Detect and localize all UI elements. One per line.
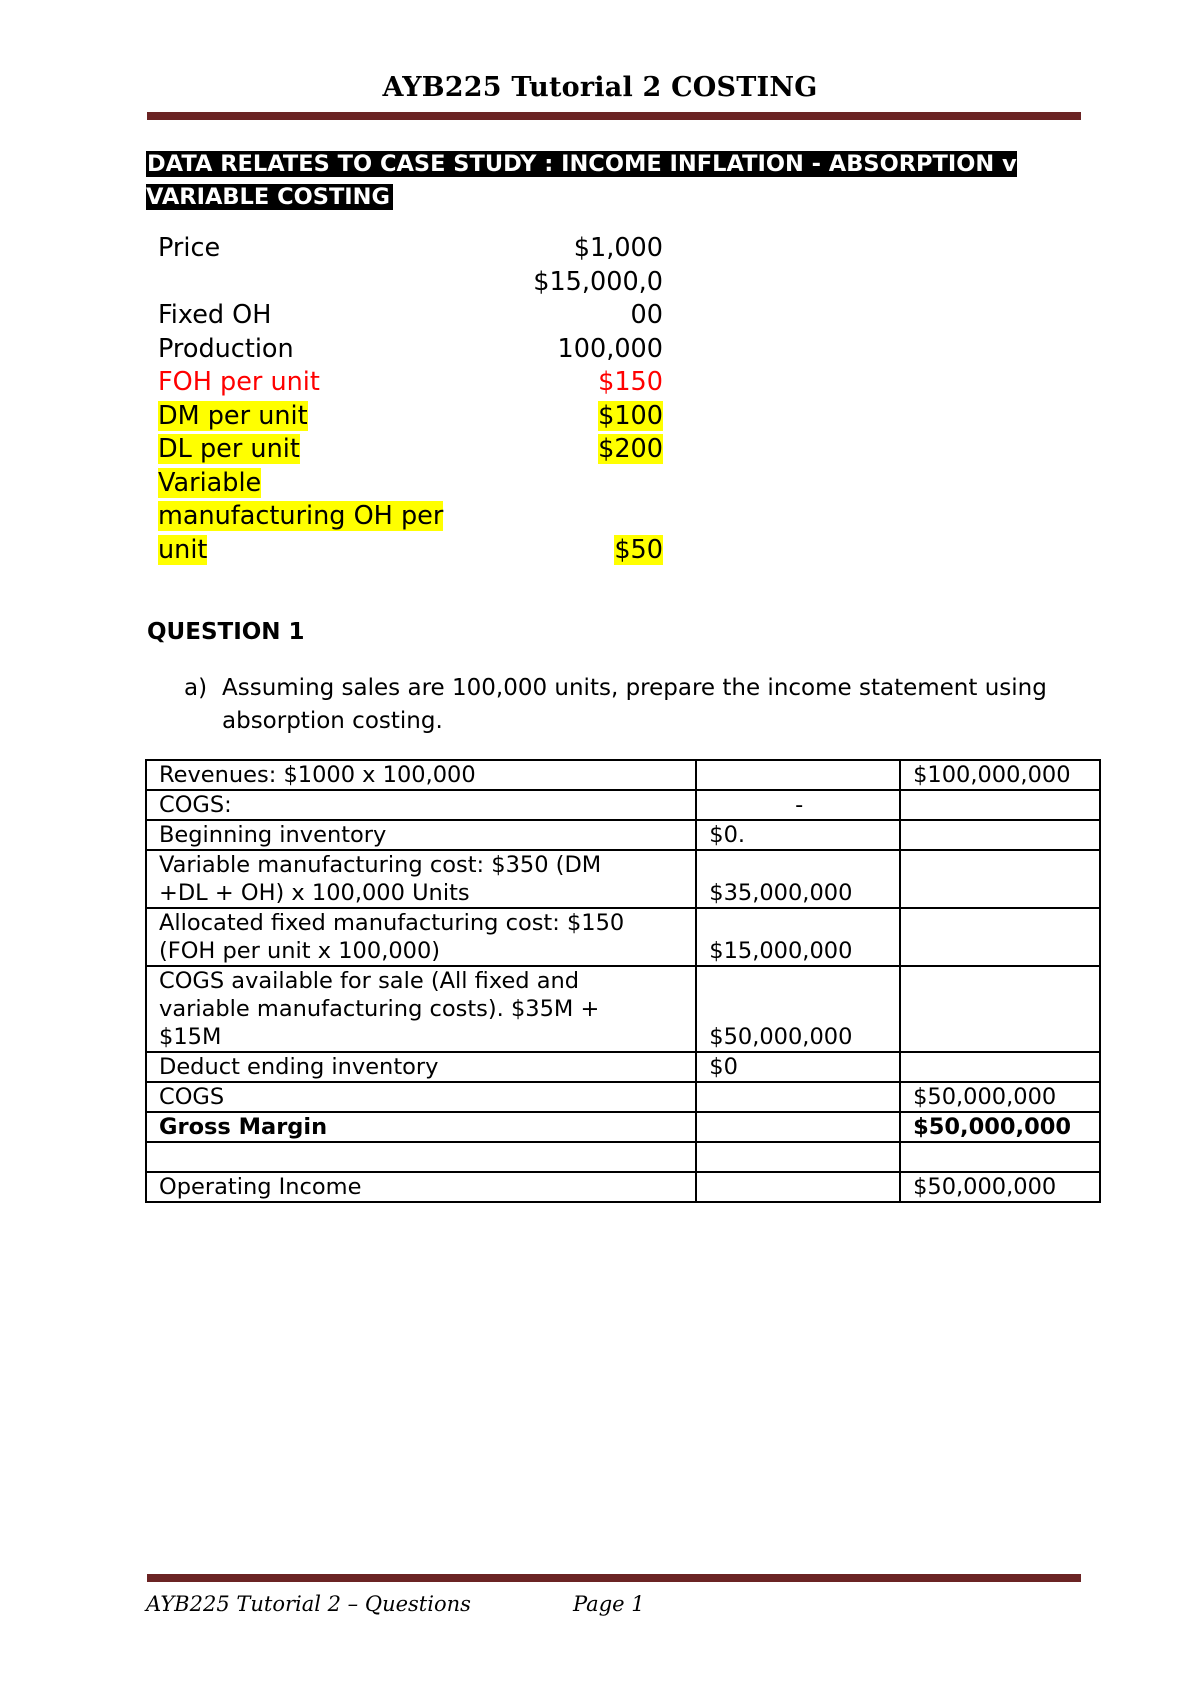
income-statement-table [145,759,1101,1203]
row-label [146,966,696,1052]
row-label: COGS: [146,790,696,820]
question-part-letter: a) [184,675,208,701]
data-value: $150 [598,367,663,397]
case-study-heading [146,148,1086,214]
row-label [146,1142,696,1172]
data-value: $50 [614,534,663,565]
data-row-price [158,232,663,266]
data-row-production [158,333,663,367]
data-label-line2: manufacturing OH per [158,501,444,531]
data-label: Price [158,233,221,263]
data-row-dm-per-unit [158,400,663,434]
row-mid-value [696,1112,900,1142]
row-mid-value: $15,000,000 [696,908,900,966]
row-mid-value [696,1172,900,1202]
data-label-line1: Variable [158,467,262,498]
row-right-value: $50,000,000 [900,1082,1100,1112]
footer-page-number: Page 1 [573,1592,645,1616]
row-label-line1: COGS available for sale (All fixed and [159,968,580,994]
table-row [146,1082,1100,1112]
row-right-value [900,820,1100,850]
data-label: DM per unit [158,400,308,431]
table-row [146,790,1100,820]
table-row-gross-margin [146,1112,1100,1142]
question-part-a [184,672,1064,738]
data-value: $200 [598,434,663,464]
row-right-value [900,908,1100,966]
data-row-variable-moh [158,467,663,568]
data-label: FOH per unit [158,367,320,397]
table-row [146,908,1100,966]
footer-document-label: AYB225 Tutorial 2 – Questions [146,1592,471,1616]
table-row [146,1172,1100,1202]
data-row-fixed-oh [158,266,663,333]
row-label: Gross Margin [146,1112,696,1142]
data-label: Production [158,333,294,364]
row-label: Revenues: $1000 x 100,000 [146,760,696,790]
row-mid-value: - [696,790,900,820]
data-label: Fixed OH [158,300,272,330]
data-label: DL per unit [158,434,300,464]
row-mid-value [696,1082,900,1112]
row-mid-value: $0 [696,1052,900,1082]
row-right-value [900,850,1100,908]
table-row [146,820,1100,850]
footer-rule [147,1574,1081,1582]
row-label: Operating Income [146,1172,696,1202]
row-label-line2: (FOH per unit x 100,000) [159,938,441,964]
row-label: Beginning inventory [146,820,696,850]
data-value: $100 [598,400,663,431]
table-row [146,760,1100,790]
row-label-line1: Allocated fixed manufacturing cost: $150 [159,910,625,936]
row-mid-value [696,760,900,790]
row-right-value: $100,000,000 [900,760,1100,790]
row-label-line2: +DL + OH) x 100,000 Units [159,880,470,906]
data-value-line2: 00 [630,300,663,330]
table-row [146,850,1100,908]
row-mid-value [696,1142,900,1172]
row-right-value [900,790,1100,820]
header-rule [147,112,1081,120]
case-data-list [158,232,663,567]
question-part-text: Assuming sales are 100,000 units, prepare the income statement using absorption costing. [222,675,1047,734]
row-mid-value: $35,000,000 [696,850,900,908]
row-label-line1: Variable manufacturing cost: $350 (DM [159,852,602,878]
row-mid-value: $50,000,000 [696,966,900,1052]
row-right-value: $50,000,000 [900,1172,1100,1202]
data-value: $1,000 [573,233,663,263]
table-row [146,1052,1100,1082]
data-value: 100,000 [557,333,663,364]
row-right-value [900,966,1100,1052]
question-title: QUESTION 1 [147,619,305,645]
row-label-line2: variable manufacturing costs). $35M + [159,996,600,1022]
row-label [146,908,696,966]
row-right-value [900,1052,1100,1082]
data-row-dl-per-unit [158,433,663,467]
row-label: Deduct ending inventory [146,1052,696,1082]
data-row-foh-per-unit [158,366,663,400]
page-header-title: AYB225 Tutorial 2 COSTING [382,72,818,103]
row-label [146,850,696,908]
case-study-heading-text: DATA RELATES TO CASE STUDY : INCOME INFLATION - ABSORPTION v VARIABLE COSTING [146,151,1017,210]
data-value-line1: $15,000,0 [533,266,663,297]
row-label-line3: $15M [159,1024,222,1050]
row-right-value: $50,000,000 [900,1112,1100,1142]
row-mid-value: $0. [696,820,900,850]
row-label: COGS [146,1082,696,1112]
data-label-line3: unit [158,534,208,565]
table-row [146,966,1100,1052]
row-right-value [900,1142,1100,1172]
table-row-empty [146,1142,1100,1172]
